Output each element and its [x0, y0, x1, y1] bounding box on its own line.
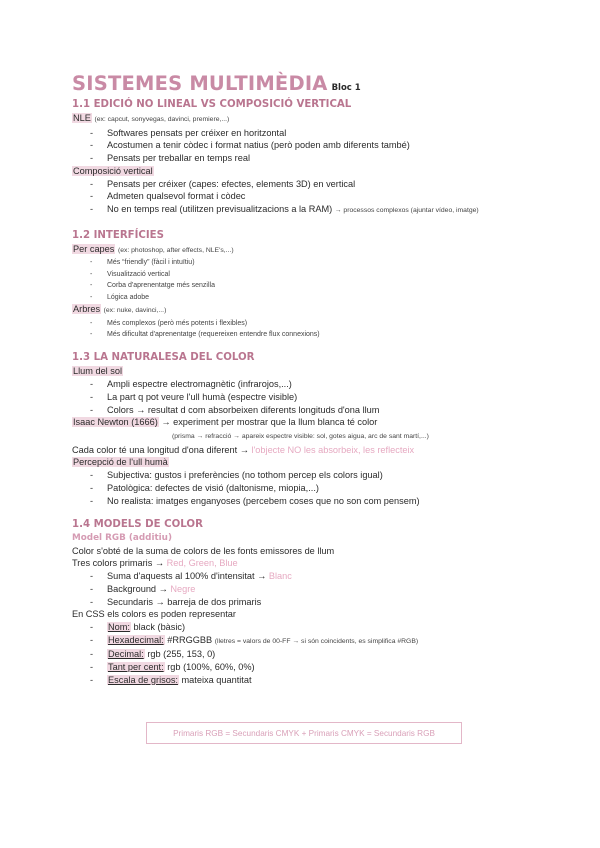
perception-list: [72, 469, 542, 507]
composition-line: [72, 165, 542, 178]
css-label: Nom:: [108, 621, 130, 632]
perception-term: Percepció de l'ull humà: [73, 457, 168, 468]
document-title: SISTEMES MULTIMÈDIA: [72, 72, 328, 95]
title-row: [72, 72, 542, 95]
list-item-note: → processos complexos (ajuntar vídeo, imatge): [334, 206, 479, 214]
sum-highlight: Blanc: [268, 571, 292, 582]
list-item: - Secundaris → barreja de dos primaris: [72, 596, 542, 609]
newton-note-line: [72, 429, 542, 444]
list-item: - Més “friendly” (fàcil i intuïtiu): [72, 257, 542, 268]
wavelength-highlight: l'objecte NO les absorbeix, les reflecteix: [251, 444, 415, 455]
list-item: - Pensats per treballar en temps real: [72, 152, 542, 165]
arbres-line: [72, 303, 542, 318]
rgb-line-1: Color s'obté de la suma de colors de les fonts emissores de llum: [72, 545, 335, 556]
list-item: [72, 621, 542, 634]
css-label: Tant per cent:: [108, 662, 164, 673]
list-item: - La part q pot veure l'ull humà (espectre visible): [72, 391, 542, 404]
primaries-highlight: Red, Green, Blue: [166, 558, 238, 569]
css-label: Decimal:: [108, 649, 144, 660]
list-item: [72, 634, 542, 649]
wavelength-text: Cada color té una longitud d'ona diferent →: [72, 444, 249, 455]
capes-list: [72, 257, 542, 303]
css-label: Hexadecimal:: [108, 634, 164, 645]
nle-line: [72, 112, 542, 127]
arbres-term: Arbres: [73, 303, 101, 314]
document-page: [72, 72, 542, 686]
capes-line: [72, 243, 542, 258]
list-item: - Visualització vertical: [72, 269, 542, 280]
list-item: [72, 203, 542, 218]
nle-note: (ex: capcut, sonyvegas, davinci, premiere,...): [94, 116, 230, 123]
list-item: - Més complexos (però més potents i flexibles): [72, 318, 542, 329]
list-item-text: No en temps real (utilitzen previsualitzacions a la RAM): [107, 203, 333, 214]
capes-note: (ex: photoshop, after effects, NLE's,...): [117, 246, 234, 254]
nle-term: NLE: [73, 113, 91, 123]
newton-text: → experiment per mostrar que la llum blanca té color: [161, 417, 378, 428]
llum-term: Llum del sol: [73, 366, 123, 377]
list-item: - Acostumen a tenir còdec i format natius (però poden amb diferents també): [72, 139, 542, 152]
llum-list: [72, 378, 542, 416]
css-value: #RRGGBB: [167, 634, 213, 645]
css-value: black (bàsic): [133, 621, 186, 632]
primaries-text: Tres colors primaris →: [72, 558, 165, 569]
list-item: - Softwares pensats per créixer en horitzontal: [72, 127, 542, 140]
model-rgb-heading: Model RGB (additiu): [72, 533, 172, 544]
composition-list: [72, 178, 542, 218]
rgb-line-2: [72, 557, 542, 570]
css-value: rgb (100%, 60%, 0%): [167, 662, 255, 673]
arbres-list: [72, 318, 542, 341]
list-item: - No realista: imatges enganyoses (percebem coses que no son com pensem): [72, 495, 542, 508]
arbres-note: (ex: nuke, davinci,...): [103, 306, 167, 314]
background-text: Background →: [107, 583, 168, 594]
list-item: - Colors → resultat d com absorbeixen diferents longituds d'ona llum: [72, 404, 542, 417]
list-item: [72, 583, 542, 596]
list-item: [72, 648, 542, 661]
css-value: mateixa quantitat: [181, 674, 252, 685]
list-item: - Subjectiva: gustos i preferències (no tothom percep els colors igual): [72, 469, 542, 482]
section-heading-1-1: 1.1 EDICIÓ NO LINEAL VS COMPOSICIÓ VERTICAL: [72, 99, 352, 110]
background-highlight: Negre: [170, 583, 196, 594]
wavelength-line: [72, 444, 542, 457]
section-heading-1-4: 1.4 MODELS DE COLOR: [72, 519, 203, 531]
newton-line: [72, 416, 542, 429]
document-subtitle: Bloc 1: [331, 83, 361, 93]
section-heading-1-3: 1.3 LA NATURALESA DEL COLOR: [72, 352, 255, 364]
list-item: [72, 661, 542, 674]
nle-list: [72, 127, 542, 165]
composition-term: Composició vertical: [73, 165, 153, 176]
list-item: - Més dificultat d'aprenentatge (requereixen entendre flux connexions): [72, 329, 542, 340]
perception-line: [72, 456, 542, 469]
capes-term: Per capes: [73, 243, 115, 254]
css-label: Escala de grisos:: [108, 674, 178, 685]
list-item: - Lógica adobe: [72, 292, 542, 303]
list-item: [72, 674, 542, 687]
llum-line: [72, 365, 542, 378]
list-item: - Ampli espectre electromagnètic (infrarojos,...): [72, 378, 542, 391]
list-item: [72, 570, 542, 583]
css-note: (lletres = valors de 00-FF → si són coincidents, es simplifica #RGB): [214, 637, 419, 645]
list-item: - Pensats per créixer (capes: efectes, elements 3D) en vertical: [72, 178, 542, 191]
list-item: - Corba d'aprenentatge més senzilla: [72, 280, 542, 291]
newton-note: (prisma → refracció → apareix espectre visible: sol, gotes aigua, arc de sant martí,...): [172, 432, 429, 440]
css-list: [72, 621, 542, 687]
summary-box: Primaris RGB = Secundaris CMYK + Primaris CMYK = Secundaris RGB: [146, 722, 462, 744]
css-value: rgb (255, 153, 0): [147, 649, 216, 660]
newton-term: Isaac Newton (1666): [73, 417, 158, 428]
list-item: - Admeten qualsevol format i còdec: [72, 190, 542, 203]
css-line: En CSS els colors es poden representar: [72, 609, 236, 620]
list-item: - Patològica: defectes de visió (daltonisme, miopia,...): [72, 482, 542, 495]
rgb-list: [72, 570, 542, 608]
sum-text: Suma d'aquests al 100% d'intensitat →: [107, 571, 267, 582]
section-heading-1-2: 1.2 INTERFÍCIES: [72, 229, 164, 241]
